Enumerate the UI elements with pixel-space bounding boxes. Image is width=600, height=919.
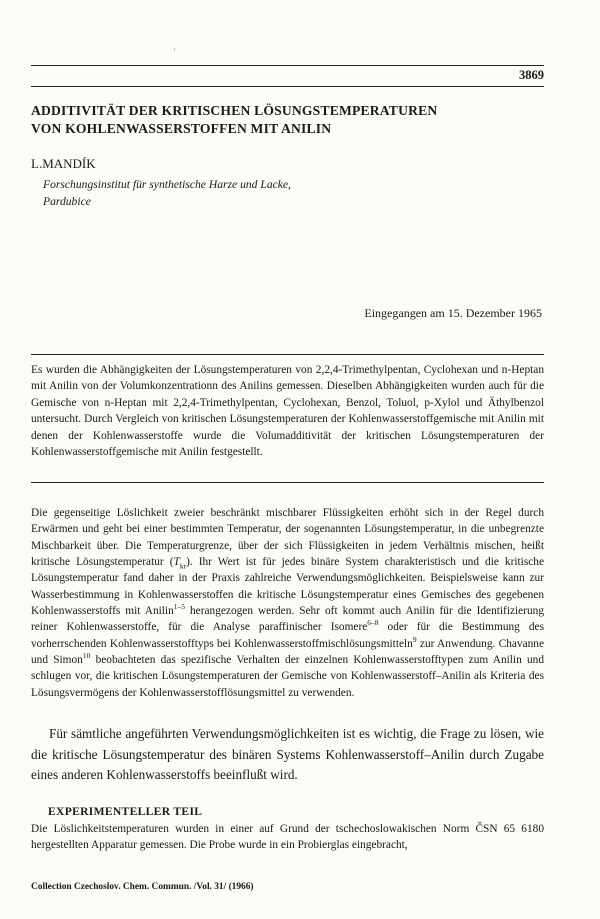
reference-1-5: 1–5 bbox=[173, 602, 186, 612]
intro-paragraph-2-text: Für sämtliche angeführten Verwendungsmöglichkeiten ist es wichtig, die Frage zu lösen, wie die kritische Lösungstemperatur des binären Systems Kohlenwasserstoff–Anilin durch Zugabe eines anderen Kohlenwasserstoffs beeinflußt wird. bbox=[31, 726, 544, 782]
intro-paragraph-1 bbox=[31, 505, 544, 701]
author-name: L.MANDÍK bbox=[31, 156, 96, 171]
reference-6-8: 6–8 bbox=[367, 618, 379, 628]
intro-text-d: oder für die Bestimmung des vorherrschenden Kohlenwasserstofftyps bei Kohlenwasserstoffmischlösungsmitteln bbox=[31, 621, 544, 650]
intro-paragraph-2 bbox=[31, 724, 544, 786]
header-rule-bottom bbox=[31, 86, 544, 87]
scan-speck: ˈ bbox=[173, 47, 176, 57]
abstract-text: Es wurden die Abhängigkeiten der Lösungstemperaturen von 2,2,4-Trimethylpentan, Cyclohexan und n-Heptan mit Anilin von der Volumkonzentrationn des Anilins gemessen. Dieselben Abhängigkeiten wurden auch für die Gemische von n-Heptan mit 2,2,4-Trimethylpentan, Cyclohexan, Benzol, Toluol, p-Xylol und Äthylbenzol untersucht. Durch Vergleich von kritischen Lösungstemperaturen der Kohlenwasserstoffgemische mit Anilin mit denen der Kohlenwasserstoffe wurde die Volumadditivität der kritischen Lösungstemperaturen der Kohlenwasserstoffgemische mit Anilin festgestellt. bbox=[31, 364, 544, 459]
header-rule-top bbox=[31, 65, 544, 66]
abstract-rule-bottom bbox=[31, 482, 544, 483]
title-line-2: VON KOHLENWASSERSTOFFEN MIT ANILIN bbox=[31, 121, 332, 136]
affiliation-line-2: Pardubice bbox=[43, 195, 91, 208]
reference-10: 10 bbox=[82, 651, 91, 661]
intro-text-b: ). Ihr Wert ist für jedes binäre System charakteristisch und die kritische Lösungstemperatur fand daher in der Praxis zahlreiche Verwendungsmöglichkeiten. Beispielsweise kann zur Wasserbestimmung in Kohlenwasserstoffen die kritische Lösungstemperatur eines Gemisches des gegebenen Kohlenwasserstoffs mit Anilin bbox=[31, 556, 544, 618]
intro-text-a: Die gegenseitige Löslichkeit zweier beschränkt mischbarer Flüssigkeiten erhöht sich in der Regel durch Erwärmen und geht bei einer bestimmten Temperatur, der sogenannten Lösungstemperatur, in die unbegrenzte Mischbarkeit über. Die Temperaturgrenze, über der sich Flüssigkeiten in jedem Verhältnis mischen, heißt kritische Lösungstemperatur ( bbox=[31, 507, 544, 569]
intro-text-c: herangezogen werden. Sehr oft kommt auch Anilin für die Identifizierung reiner Kohlenwasserstoffe, für die Analyse paraffinischer Isomere bbox=[31, 605, 544, 634]
symbol-t: T bbox=[173, 556, 180, 569]
title-line-1: ADDITIVITÄT DER KRITISCHEN LÖSUNGSTEMPERATUREN bbox=[31, 103, 438, 118]
received-date: Eingegangen am 15. Dezember 1965 bbox=[364, 306, 542, 320]
journal-citation-footer: Collection Czechoslov. Chem. Commun. /Vol. 31/ (1966) bbox=[31, 882, 254, 892]
reference-9: 9 bbox=[412, 634, 417, 644]
experimental-text: Die Löslichkeitstemperaturen wurden in einer auf Grund der tschechoslowakischen Norm ČSN 65 6180 hergestellten Apparatur gemessen. Die Probe wurde in ein Probierglas eingebracht, bbox=[31, 823, 544, 852]
page-number: 3869 bbox=[519, 68, 544, 82]
intro-text-f: beobachteten das spezifische Verhalten der einzelnen Kohlenwasserstofftypen zum Anilin und schlugen vor, die kritischen Lösungstemperaturen der Gemische von Kohlenwasserstoff–Anilin als Kriteria des Lösungsvermögens der Kohlenwasserstofflösungsmittel zu verwenden. bbox=[31, 654, 544, 699]
affiliation bbox=[43, 176, 423, 210]
intro-text-e: zur Anwendung. Chavanne und Simon bbox=[31, 637, 544, 667]
section-heading-experimental: EXPERIMENTELLER TEIL bbox=[48, 805, 203, 818]
article-title bbox=[31, 102, 551, 138]
symbol-t-subscript: kr bbox=[179, 561, 187, 571]
abstract-rule-top bbox=[31, 354, 544, 355]
affiliation-line-1: Forschungsinstitut für synthetische Harze und Lacke, bbox=[43, 178, 291, 191]
